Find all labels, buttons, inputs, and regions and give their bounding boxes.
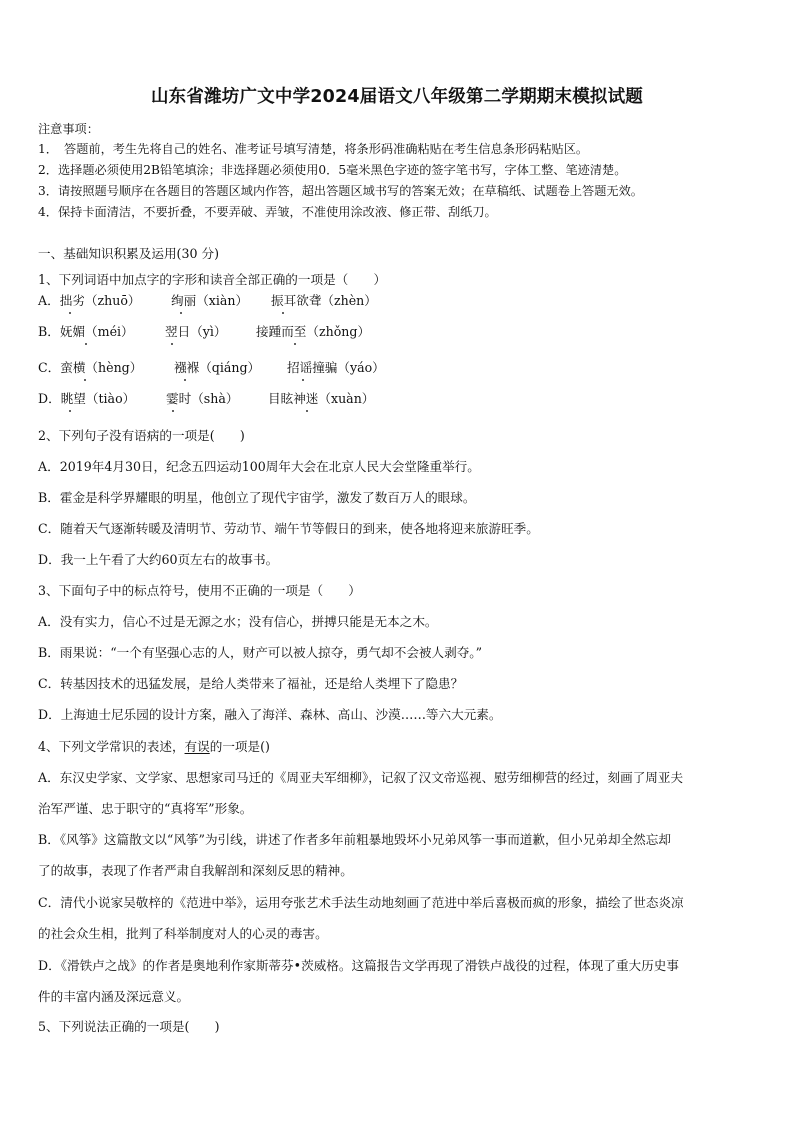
emphasis-dot — [69, 312, 71, 314]
emphasis-dot — [171, 343, 173, 345]
question-3-option-b: B．雨果说：“一个有坚强心志的人，财产可以被人掠夺，勇气却不会被人剥夺。” — [38, 645, 483, 660]
option-d-word-3: 目眩神迷（xuàn） — [268, 391, 375, 406]
page-title: 山东省潍坊广文中学2024届语文八年级第二学期期末模拟试题 — [150, 87, 643, 107]
question-4-option-a-line-1: A．东汉史学家、文学家、思想家司马迁的《周亚夫军细柳》，记叙了汉文帝巡视、慰劳细柳营的经过，刻画了周亚夫 — [38, 770, 684, 785]
emphasis-dot — [85, 343, 87, 345]
emphasis-dot — [184, 379, 186, 381]
question-2-option-c: C．随着天气逐渐转暖及清明节、劳动节、端午节等假日的到来，使各地将迎来旅游旺季。 — [38, 521, 539, 536]
notice-heading: 注意事项： — [38, 122, 99, 136]
emphasis-dot — [282, 312, 284, 314]
question-5-stem: 5、下列说法正确的一项是( ) — [38, 1019, 220, 1034]
question-2-option-d: D．我一上午看了大约60页左右的故事书。 — [38, 552, 279, 567]
option-c-word-2: 襁褓（qiáng） — [174, 360, 261, 375]
question-4-option-d-line-2: 件的丰富内涵及深远意义。 — [38, 989, 190, 1004]
question-4-option-a-line-2: 治军严谨、忠于职守的“真将军”形象。 — [38, 801, 253, 816]
emphasis-dot — [69, 410, 71, 412]
question-4-option-c-line-1: C．清代小说家吴敬梓的《范进中举》，运用夸张艺术手法生动地刻画了范进中举后喜极而疯的形象，描绘了世态炎凉 — [38, 895, 684, 910]
option-b-word-2: 翌日（yì） — [165, 324, 227, 339]
question-4-stem-emphasis: 有误 — [184, 739, 210, 754]
notice-item-2: 2．选择题必须使用2B铅笔填涂；非选择题必须使用0．5毫米黑色字迹的签字笔书写，字体工整、笔迹清楚。 — [38, 163, 627, 177]
notice-item-1: 1． 答题前，考生先将自己的姓名、准考证号填写清楚，将条形码准确粘贴在考生信息条形码粘贴区。 — [38, 142, 589, 156]
option-d-word-1: D．眺望（tiào） — [38, 391, 136, 406]
emphasis-dot — [302, 379, 304, 381]
option-c-word-1: C．蛮横（hèng） — [38, 360, 143, 375]
question-3-option-a: A．没有实力，信心不过是无源之水；没有信心，拼搏只能是无本之木。 — [38, 614, 438, 629]
question-3-option-c: C．转基因技术的迅猛发展，是给人类带来了福祉，还是给人类埋下了隐患？ — [38, 676, 464, 691]
emphasis-dot — [84, 379, 86, 381]
question-4-option-d-line-1: D．《滑铁卢之战》的作者是奥地利作家斯蒂芬•茨威格。这篇报告文学再现了滑铁卢战役的过程，体现了重大历史事 — [38, 958, 679, 973]
option-b-word-3: 接踵而至（zhǒng） — [256, 324, 371, 339]
question-3-option-d: D．上海迪士尼乐园的设计方案，融入了海洋、森林、高山、沙漠……等六大元素。 — [38, 707, 502, 722]
question-4-stem-pre: 4、下列文学常识的表述， — [38, 739, 185, 754]
question-4-option-b-line-1: B．《风筝》这篇散文以“风筝”为引线，讲述了作者多年前粗暴地毁坏小兄弟风筝一事而道歉，但小兄弟却全然忘却 — [38, 832, 671, 847]
option-d-word-2: 霎时（shà） — [166, 391, 239, 406]
emphasis-dot — [172, 410, 174, 412]
question-2-option-a: A．2019年4月30日，纪念五四运动100周年大会在北京人民大会堂隆重举行。 — [38, 459, 480, 474]
question-3-stem: 3、下面句子中的标点符号，使用不正确的一项是（ ） — [38, 583, 361, 598]
option-a-word-1: A．拙劣（zhuō） — [38, 293, 141, 308]
question-1-stem: 1、下列词语中加点字的字形和读音全部正确的一项是（ ） — [38, 272, 387, 287]
emphasis-dot — [306, 410, 308, 412]
section-heading: 一、基础知识积累及运用(30 分) — [38, 246, 219, 261]
option-a-word-2: 绚丽（xiàn） — [171, 293, 249, 308]
option-a-word-3: 振耳欲聋（zhèn） — [271, 293, 377, 308]
emphasis-dot — [180, 312, 182, 314]
option-c-word-3: 招谣撞骗（yáo） — [287, 360, 385, 375]
question-4-stem — [38, 739, 270, 755]
question-2-stem: 2、下列句子没有语病的一项是( ) — [38, 428, 245, 443]
emphasis-dot — [294, 343, 296, 345]
question-4-option-b-line-2: 了的故事，表现了作者严肃自我解剖和深刻反思的精神。 — [38, 863, 353, 878]
notice-item-3: 3．请按照题号顺序在各题目的答题区域内作答，超出答题区域书写的答案无效；在草稿纸、试题卷上答题无效。 — [38, 184, 643, 198]
option-b-word-1: B．妩媚（méi） — [38, 324, 134, 339]
question-2-option-b: B．霍金是科学界耀眼的明星，他创立了现代宇宙学，激发了数百万人的眼球。 — [38, 490, 476, 505]
question-4-stem-post: 的一项是() — [209, 739, 270, 754]
notice-item-4: 4．保持卡面清洁，不要折叠，不要弄破、弄皱，不准使用涂改液、修正带、刮纸刀。 — [38, 205, 497, 219]
question-4-option-c-line-2: 的社会众生相，批判了科举制度对人的心灵的毒害。 — [38, 926, 328, 941]
